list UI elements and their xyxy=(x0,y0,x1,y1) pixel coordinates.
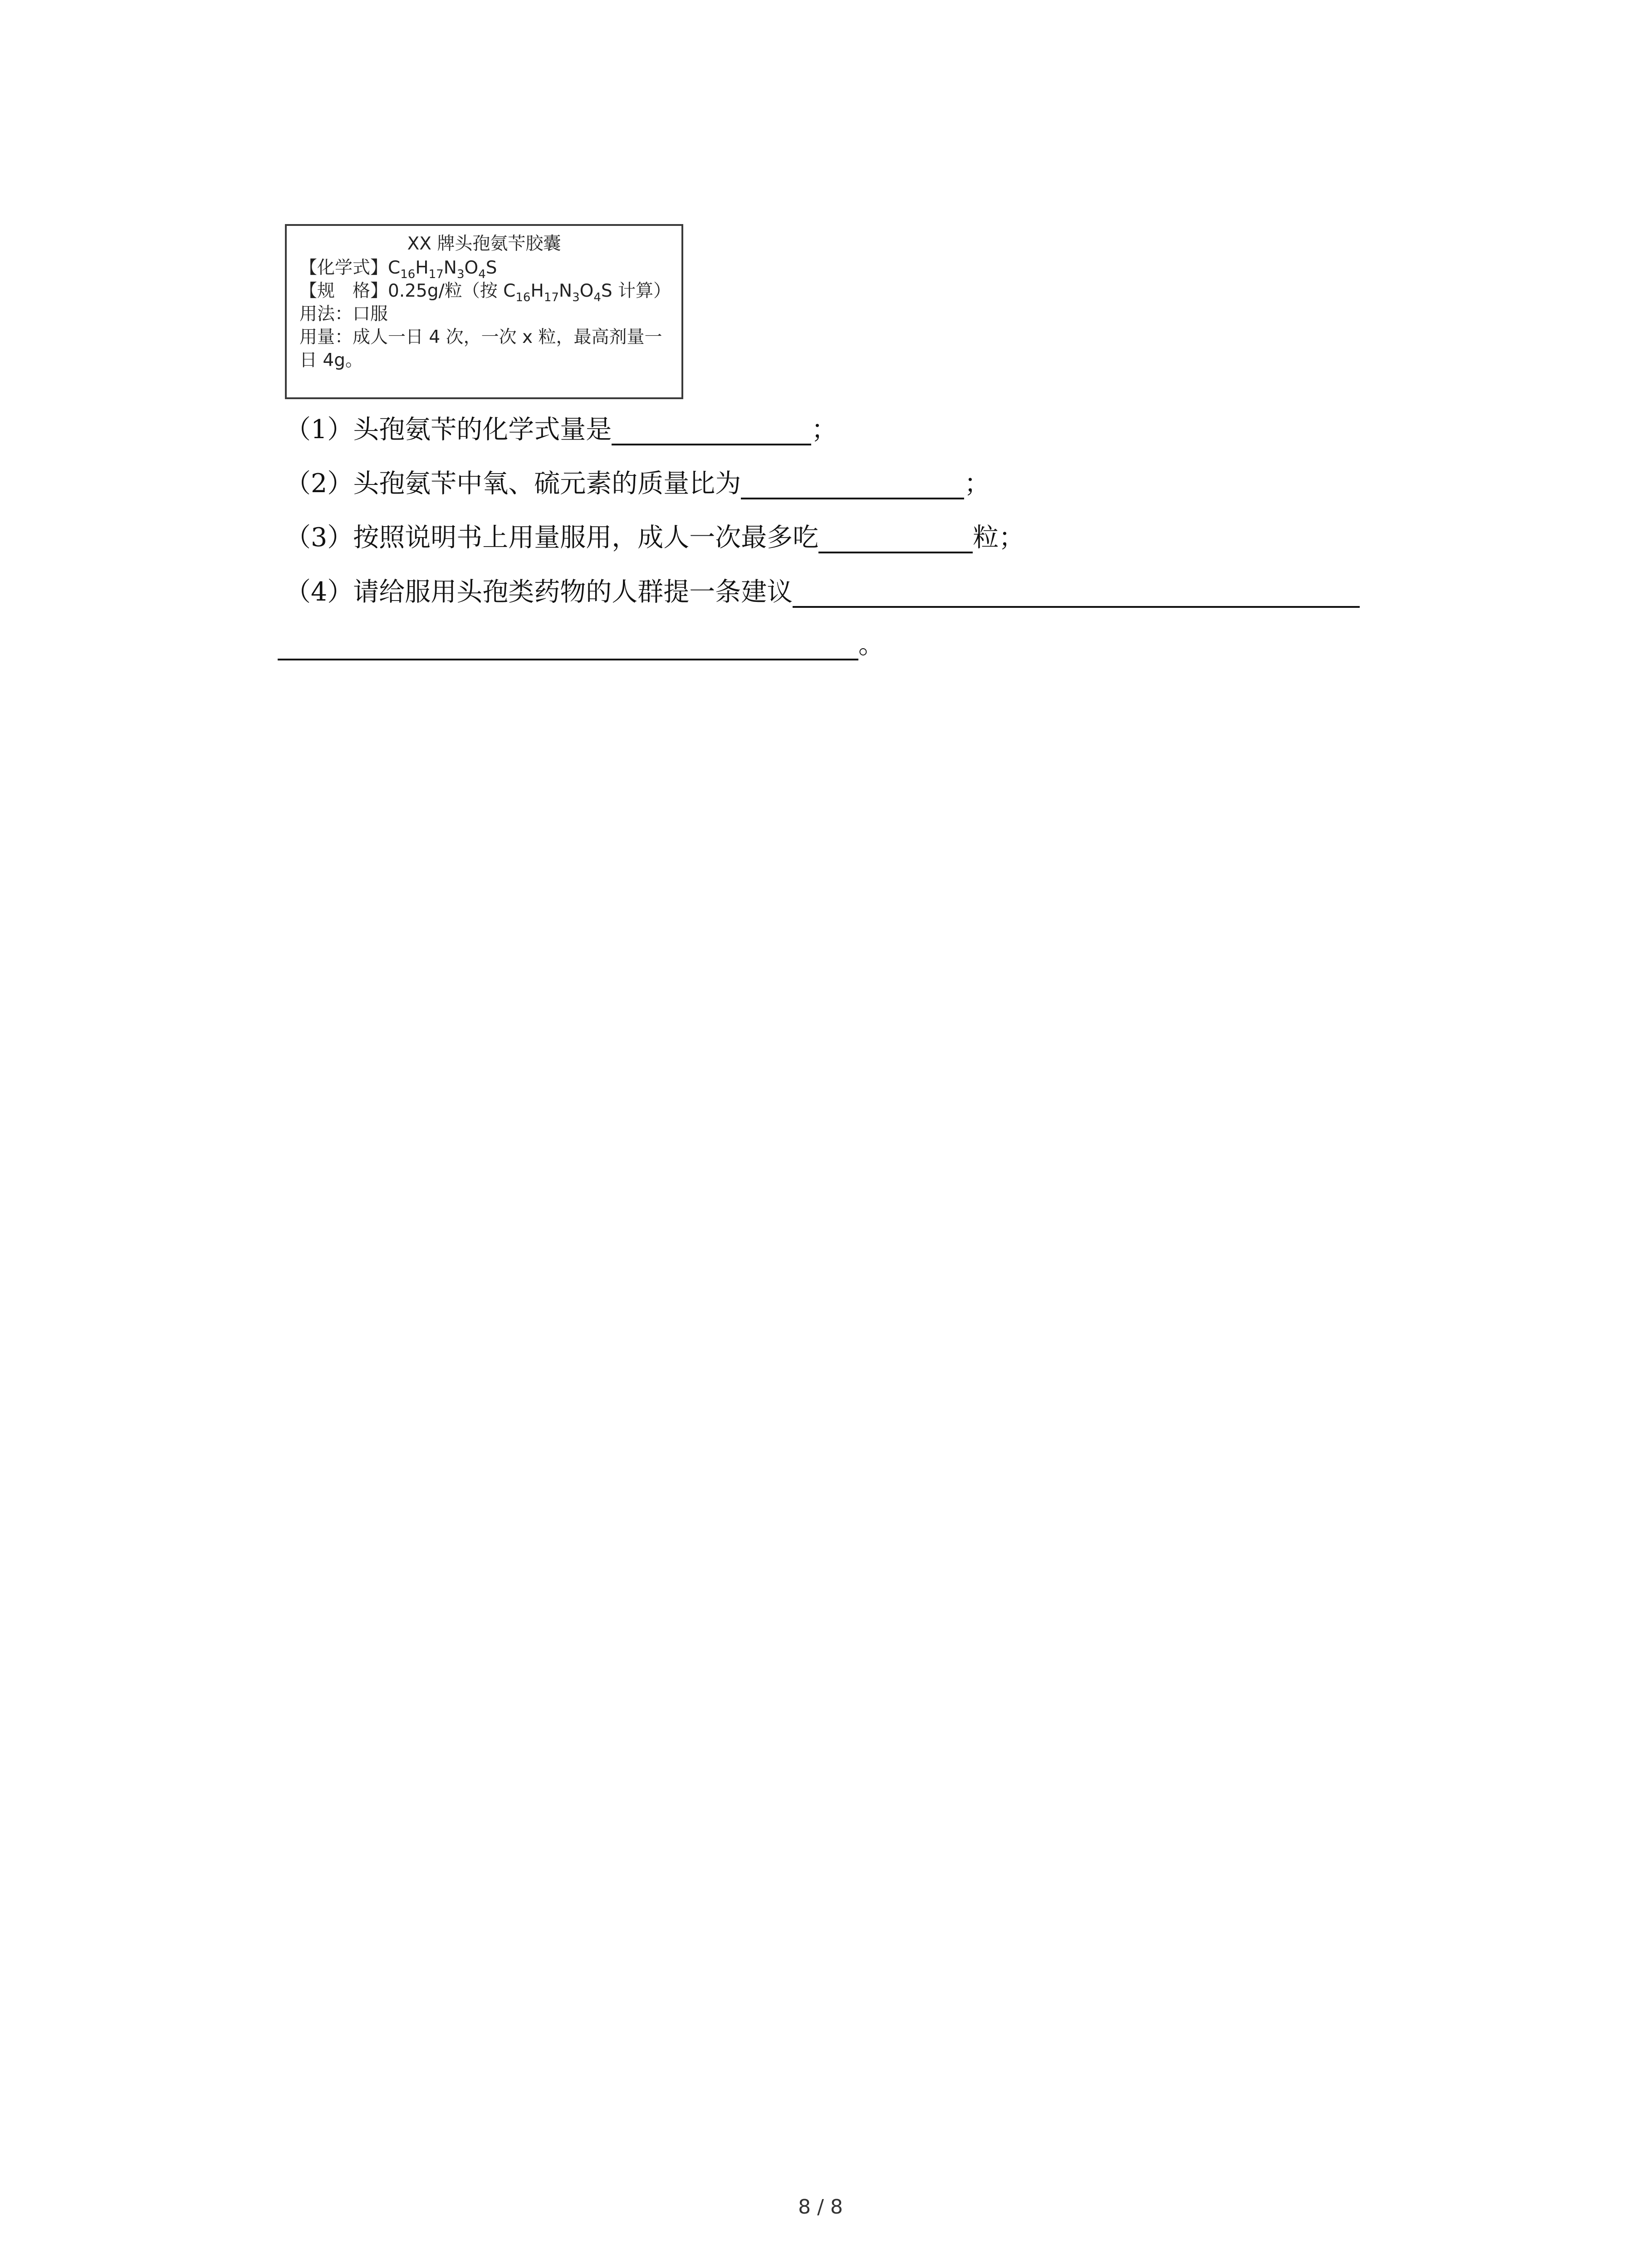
question-4-blank-line-2[interactable] xyxy=(278,631,858,660)
chemical-formula: $C_{16}H_{17}N_3O_4S$ xyxy=(503,281,612,304)
label-usage-line: 用法：口服 xyxy=(299,304,388,324)
question-2-end: ； xyxy=(964,469,990,499)
question-1-text: （1）头孢氨苄的化学式量是 xyxy=(285,415,612,445)
question-1-blank[interactable] xyxy=(612,416,811,445)
question-4-continued xyxy=(278,629,884,660)
spec-prefix: 【规 格】 xyxy=(299,281,388,301)
label-spec-line: 【规 格】0.25g/粒（按 $C_{16}H_{17}N_3O_4S$ 计算） xyxy=(299,281,671,304)
question-2 xyxy=(285,468,990,499)
label-dosage-line-2: 日 4g。 xyxy=(299,350,363,371)
question-3-blank[interactable] xyxy=(818,524,973,553)
page-number: 8 / 8 xyxy=(798,2195,843,2219)
question-1 xyxy=(285,414,837,445)
label-formula-line xyxy=(299,256,669,279)
question-4 xyxy=(285,576,1360,608)
question-3 xyxy=(285,522,1024,553)
label-dosage-line-1: 用量：成人一日 4 次，一次 x 粒，最高剂量一 xyxy=(299,327,662,347)
question-2-blank[interactable] xyxy=(741,470,964,499)
question-4-end: 。 xyxy=(858,630,884,660)
question-3-end: 粒； xyxy=(973,523,1025,552)
question-4-text: （4）请给服用头孢类药物的人群提一条建议 xyxy=(285,577,793,607)
question-2-text: （2）头孢氨苄中氧、硫元素的质量比为 xyxy=(285,469,741,499)
question-1-end: ； xyxy=(811,415,838,445)
chemical-formula: $C_{16}H_{17}N_3O_4S$ xyxy=(388,258,497,281)
label-title: XX 牌头孢氨苄胶囊 xyxy=(407,234,561,254)
question-3-text: （3）按照说明书上用量服用，成人一次最多吃 xyxy=(285,523,819,552)
drug-label-box xyxy=(285,224,683,399)
question-4-blank-line-1[interactable] xyxy=(793,579,1360,608)
formula-prefix: 【化学式】 xyxy=(299,258,388,278)
